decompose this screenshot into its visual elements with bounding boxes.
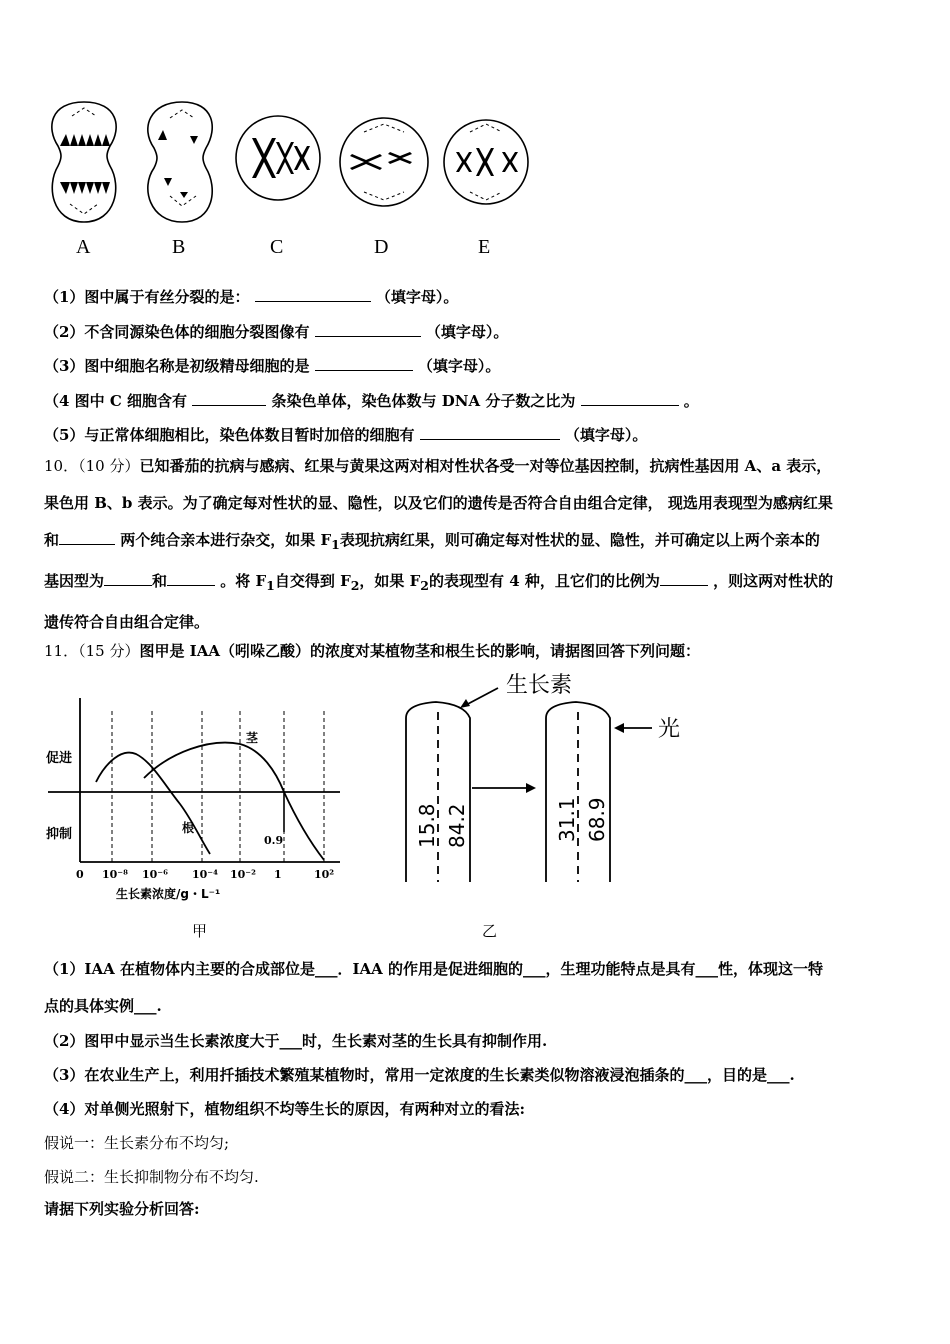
- hypothesis-2: 假说二：生长抑制物分布不均匀.: [44, 1168, 259, 1186]
- series-stem-label: 茎: [246, 731, 259, 745]
- q10-line-4e: ，如果 F: [359, 572, 421, 590]
- answer-blank[interactable]: [315, 322, 421, 337]
- caption-d: D: [374, 236, 389, 258]
- q9-item-2-text: （2）不含同源染色体的细胞分裂图像有: [44, 323, 310, 341]
- hypothesis-1: 假说一：生长素分布不均匀;: [44, 1134, 230, 1152]
- annotation-label: 0.9: [264, 834, 284, 847]
- q10-line-4g: ，则这两对性状的: [707, 572, 834, 590]
- answer-blank[interactable]: [59, 530, 115, 545]
- series-root-line: [96, 753, 210, 854]
- q9-item-1: [44, 286, 458, 307]
- q11-item-1: （1）IAA 在植物体内主要的合成部位是___．IAA 的作用是促进细胞的___，生理功能特点是具有___性，体现这一特: [44, 960, 823, 978]
- caption-c: C: [270, 236, 284, 258]
- iaa-concentration-chart: [40, 692, 350, 932]
- x-axis-label: 生长素浓度/g・L⁻¹: [116, 887, 221, 901]
- q9-item-2: [44, 321, 508, 342]
- caption-e: E: [478, 236, 491, 258]
- answer-blank[interactable]: [315, 356, 413, 371]
- answer-blank[interactable]: [167, 571, 215, 586]
- q11-number: 11．（15 分）: [44, 642, 140, 660]
- phototropism-diagram: [390, 672, 710, 892]
- q9-item-2-post: （填字母）。: [425, 323, 509, 341]
- q11-item-4: （4）对单侧光照射下，植物组织不均等生长的原因，有两种对立的看法:: [44, 1100, 525, 1118]
- left-value-1: 15.8: [415, 803, 439, 848]
- q9-item-4-mid: 条染色单体，染色体数与 DNA 分子数之比为: [271, 392, 576, 410]
- y-label-inhibit: 抑制: [46, 827, 73, 842]
- x-tick-label: 10²: [314, 868, 335, 881]
- cell-division-figure: [40, 96, 540, 236]
- q9-item-3-text: （3）图中细胞名称是初级精母细胞的是: [44, 357, 310, 375]
- q10-line-3b: 两个纯合亲本进行杂交，如果 F: [115, 531, 332, 549]
- answer-blank[interactable]: [192, 391, 266, 406]
- y-label-promote: 促进: [46, 751, 73, 766]
- q10-line-3a: 和: [44, 531, 60, 549]
- subscript: 1: [331, 537, 340, 552]
- q9-item-5-post: （填字母）。: [564, 426, 648, 444]
- answer-blank[interactable]: [104, 571, 152, 586]
- q9-item-1-text: （1）图中属于有丝分裂的是：: [44, 288, 250, 306]
- left-value-2: 84.2: [445, 803, 469, 848]
- x-tick-label: 1: [274, 868, 282, 881]
- q10-number: 10．（10 分）: [44, 457, 140, 475]
- label-light: 光: [658, 717, 681, 742]
- q10-line-2: 果色用 B、b 表示。为了确定每对性状的显、隐性，以及它们的遗传是否符合自由组合定律， 现选用表现型为感病红果: [44, 494, 833, 512]
- right-value-1: 31.1: [555, 797, 579, 842]
- caption-a: A: [76, 236, 91, 258]
- q10-line-3c: 表现抗病红果，则可确定每对性状的显、隐性，并可确定以上两个亲本的: [339, 531, 820, 549]
- subscript: 1: [266, 578, 275, 593]
- diagram-caption: 乙: [482, 922, 498, 940]
- q9-item-3-post: （填字母）。: [417, 357, 501, 375]
- q11-item-3: （3）在农业生产上，利用扦插技术繁殖某植物时，常用一定浓度的生长素类似物溶液浸泡插条的___，目的是___.: [44, 1066, 795, 1084]
- subscript: 2: [350, 578, 360, 593]
- q9-item-5: [44, 424, 647, 445]
- answer-blank[interactable]: [255, 287, 371, 302]
- q10-line-1: 已知番茄的抗病与感病、红果与黄果这两对相对性状各受一对等位基因控制，抗病性基因用 A、a 表示，: [139, 457, 832, 475]
- q9-item-4-text: （4 图中 C 细胞含有: [44, 392, 188, 410]
- series-root-label: 根: [182, 821, 195, 835]
- subscript: 2: [420, 578, 429, 593]
- q11-intro-text: 图甲是 IAA（吲哚乙酸）的浓度对某植物茎和根生长的影响，请据图回答下列问题：: [139, 642, 700, 660]
- answer-blank[interactable]: [581, 391, 679, 406]
- x-tick-label: 0: [76, 868, 84, 881]
- q10-block: [44, 448, 906, 641]
- q10-line-4c: 。将 F: [215, 572, 267, 590]
- instruction-line: 请据下列实验分析回答:: [44, 1200, 200, 1218]
- q9-item-4-post: 。: [683, 392, 699, 410]
- q10-line-4b: 和: [152, 572, 168, 590]
- q11-item-2: （2）图甲中显示当生长素浓度大于___时，生长素对茎的生长具有抑制作用.: [44, 1032, 548, 1050]
- q10-line-5: 遗传符合自由组合定律。: [44, 613, 210, 631]
- q9-item-1-post: （填字母）。: [375, 288, 459, 306]
- x-tick-label: 10⁻⁸: [102, 868, 128, 881]
- q9-item-5-text: （5）与正常体细胞相比，染色体数目暂时加倍的细胞有: [44, 426, 415, 444]
- x-tick-label: 10⁻⁴: [192, 868, 218, 881]
- caption-b: B: [172, 236, 186, 258]
- x-tick-label: 10⁻⁶: [142, 868, 168, 881]
- x-tick-label: 10⁻²: [230, 868, 256, 881]
- q11-intro: [44, 640, 700, 661]
- q10-line-4d: 自交得到 F: [274, 572, 351, 590]
- answer-blank[interactable]: [660, 571, 708, 586]
- answer-blank[interactable]: [420, 425, 560, 440]
- q10-line-4f: 的表现型有 4 种，且它们的比例为: [429, 572, 660, 590]
- q11-item-1-cont: 点的具体实例___.: [44, 997, 162, 1015]
- q10-line-4a: 基因型为: [44, 572, 105, 590]
- q9-item-3: [44, 355, 500, 376]
- chart-caption: 甲: [192, 922, 208, 940]
- right-value-2: 68.9: [585, 797, 609, 842]
- label-auxin: 生长素: [506, 673, 573, 698]
- series-stem-line: [144, 743, 324, 860]
- q9-item-4: [44, 390, 699, 411]
